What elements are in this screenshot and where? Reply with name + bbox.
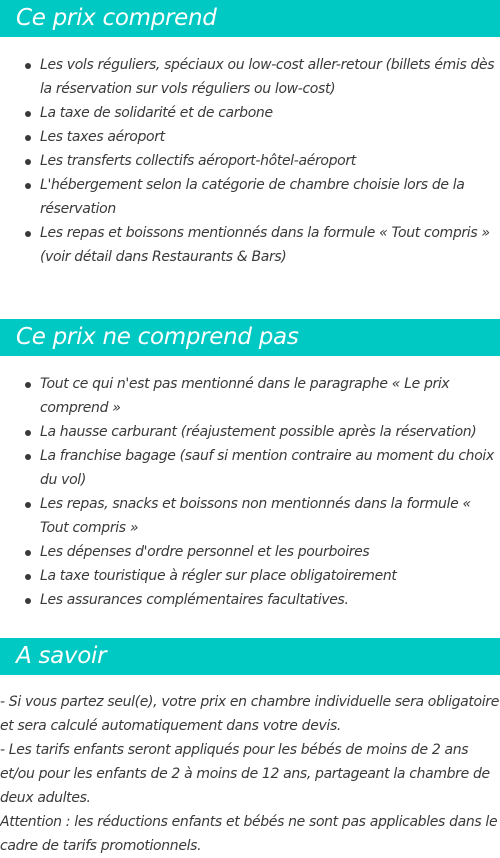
bullet-icon <box>25 111 31 117</box>
list-item <box>0 125 500 149</box>
list-item-text: Les repas, snacks et boissons non mentionnés dans la formule « Tout compris » <box>40 496 471 536</box>
bullet-icon <box>25 183 31 189</box>
list-item-text: L'hébergement selon la catégorie de chambre choisie lors de la réservation <box>40 177 465 217</box>
list-item <box>0 372 500 420</box>
list-item-text: Tout ce qui n'est pas mentionné dans le paragraphe « Le prix comprend » <box>40 376 450 416</box>
list-item-text: La taxe touristique à régler sur place obligatoirement <box>40 568 397 584</box>
list-item-text: La taxe de solidarité et de carbone <box>40 105 273 121</box>
list-item <box>0 221 500 269</box>
list-item <box>0 149 500 173</box>
bullet-icon <box>25 550 31 556</box>
bullet-icon <box>25 159 31 165</box>
list-item-text: Les assurances complémentaires facultatives. <box>40 592 349 608</box>
section-title-included: Ce prix comprend <box>0 0 500 37</box>
list-item <box>0 444 500 492</box>
list-item <box>0 588 500 612</box>
list-item-text: Les taxes aéroport <box>40 129 165 145</box>
list-item <box>0 420 500 444</box>
bullet-icon <box>25 382 31 388</box>
section-title-not-included: Ce prix ne comprend pas <box>0 319 500 356</box>
list-item-text: Les vols réguliers, spéciaux ou low-cost aller-retour (billets émis dès la réservation sur vols réguliers ou low-cost) <box>40 57 495 97</box>
list-item-text: La hausse carburant (réajustement possible après la réservation) <box>40 424 477 440</box>
list-item-text: Les dépenses d'ordre personnel et les pourboires <box>40 544 370 560</box>
bullet-icon <box>25 454 31 460</box>
list-item <box>0 101 500 125</box>
bullet-icon <box>25 502 31 508</box>
not-included-list <box>0 372 500 612</box>
list-item <box>0 173 500 221</box>
bullet-icon <box>25 231 31 237</box>
section-title-good-to-know: A savoir <box>0 638 500 675</box>
list-item <box>0 540 500 564</box>
list-item-text: Les repas et boissons mentionnés dans la formule « Tout compris » (voir détail dans Restaurants & Bars) <box>40 225 490 265</box>
info-paragraph: Attention : les réductions enfants et bébés ne sont pas applicables dans le cadre de tarifs promotionnels. <box>0 814 498 854</box>
bullet-icon <box>25 135 31 141</box>
bullet-icon <box>25 63 31 69</box>
list-item-text: Les transferts collectifs aéroport-hôtel-aéroport <box>40 153 356 169</box>
good-to-know-text <box>0 690 500 858</box>
list-item <box>0 492 500 540</box>
list-item <box>0 53 500 101</box>
info-paragraph: - Si vous partez seul(e), votre prix en chambre individuelle sera obligatoire et sera calculé automatiquement dans votre devis. <box>0 694 499 734</box>
list-item-text: La franchise bagage (sauf si mention contraire au moment du choix du vol) <box>40 448 494 488</box>
included-list <box>0 53 500 269</box>
info-paragraph: - Les tarifs enfants seront appliqués pour les bébés de moins de 2 ans et/ou pour les enfants de 2 à moins de 12 ans, partageant la chambre de deux adultes. <box>0 742 490 806</box>
bullet-icon <box>25 574 31 580</box>
list-item <box>0 564 500 588</box>
bullet-icon <box>25 598 31 604</box>
bullet-icon <box>25 430 31 436</box>
